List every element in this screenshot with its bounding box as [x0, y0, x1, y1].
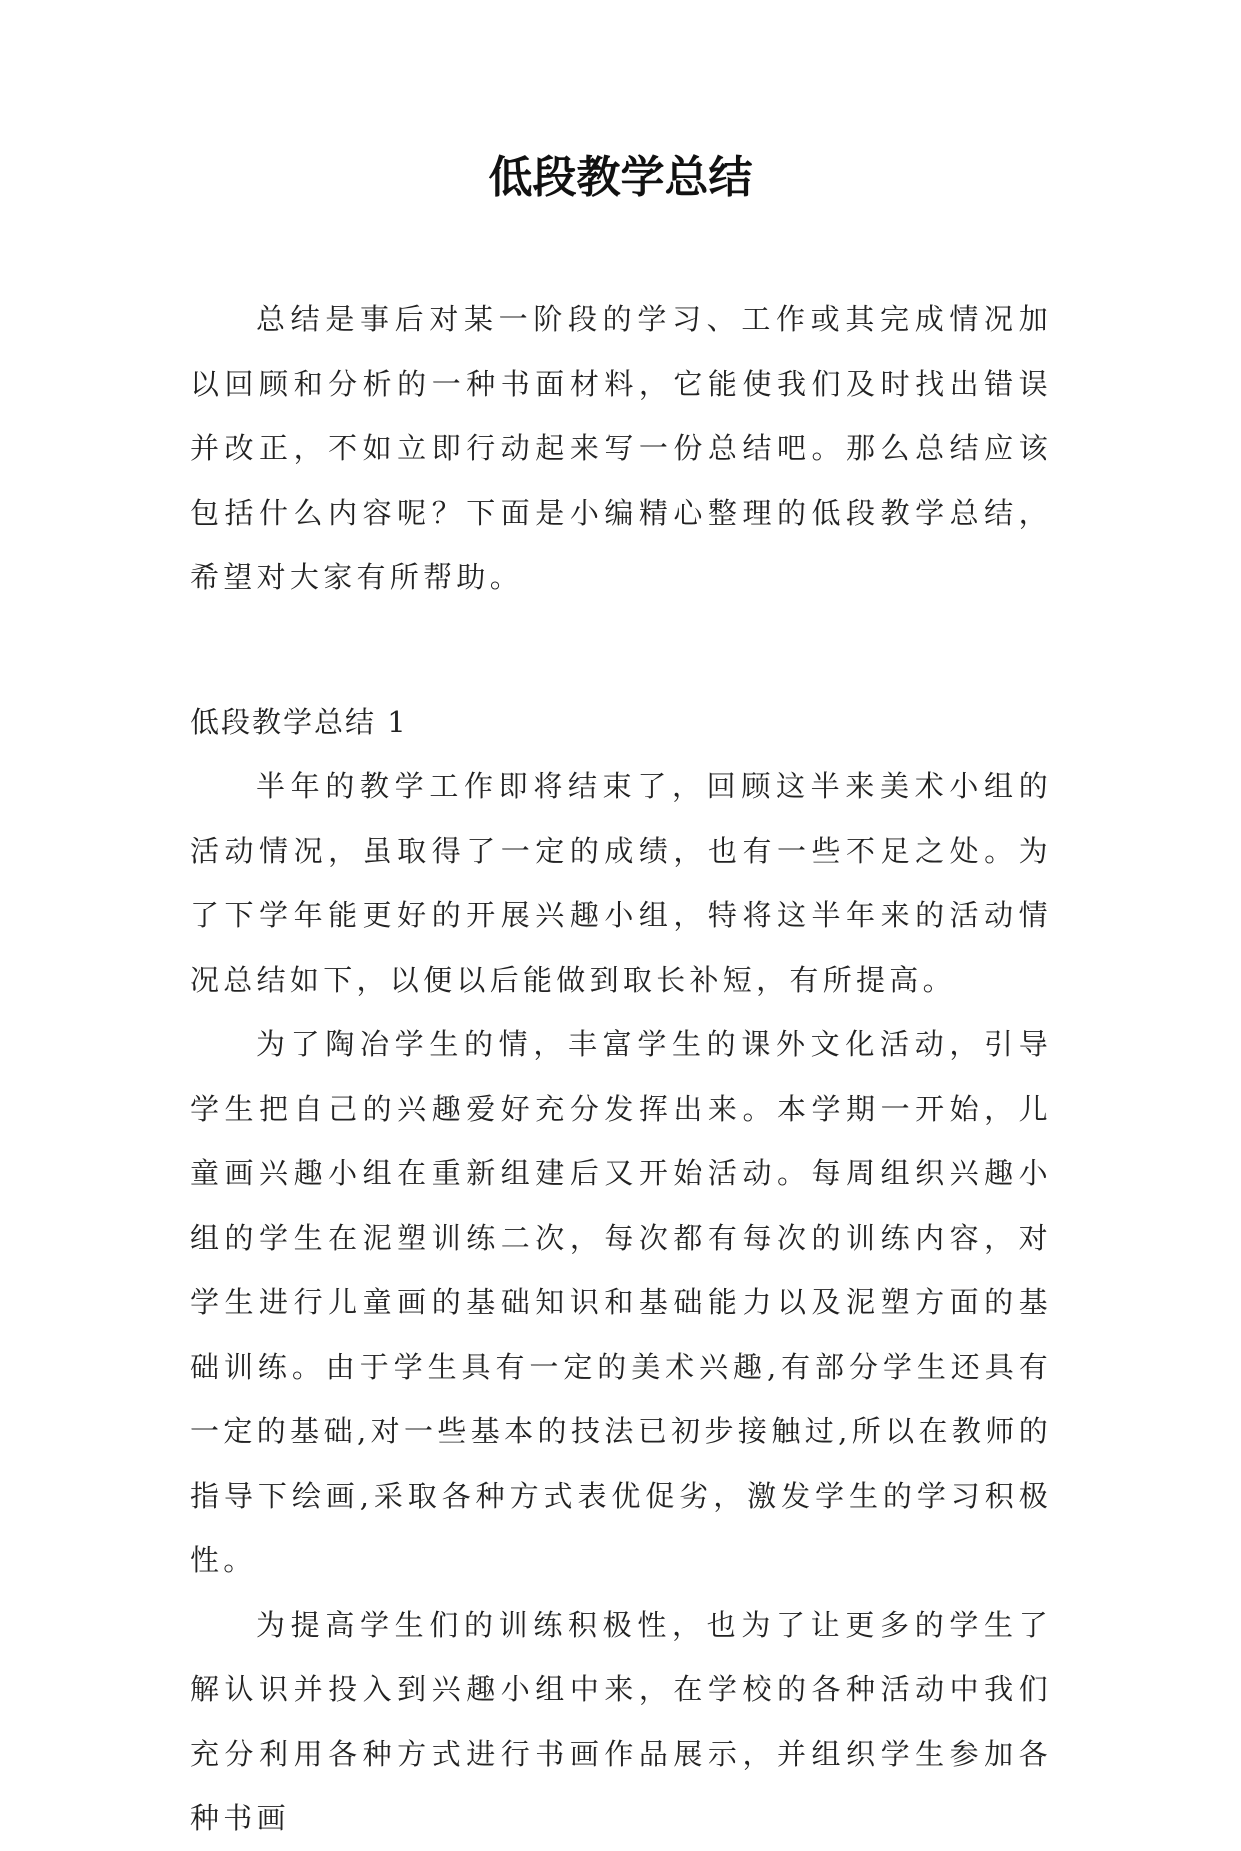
intro-paragraph: 总结是事后对某一阶段的学习、工作或其完成情况加以回顾和分析的一种书面材料，它能使我们及时找出错误并改正，不如立即行动起来写一份总结吧。那么总结应该包括什么内容呢？下面是小编精心整理的低段教学总结，希望对大家有所帮助。: [190, 302, 1052, 594]
document-title: 低段教学总结: [488, 152, 753, 203]
section-heading: 低段教学总结 1: [190, 704, 408, 739]
document-body: [190, 287, 1052, 1851]
body-paragraph: 为了陶冶学生的情，丰富学生的课外文化活动，引导学生把自己的兴趣爱好充分发挥出来。本学期一开始，儿童画兴趣小组在重新组建后又开始活动。每周组织兴趣小组的学生在泥塑训练二次，每次都有每次的训练内容，对学生进行儿童画的基础知识和基础能力以及泥塑方面的基础训练。由于学生具有一定的美术兴趣,有部分学生还具有一定的基础,对一些基本的技法已初步接触过,所以在教师的指导下绘画,采取各种方式表优促劣，激发学生的学习积极性。: [190, 1027, 1052, 1577]
section-spacer: [190, 610, 1052, 690]
body-paragraph: 为提高学生们的训练积极性，也为了让更多的学生了解认识并投入到兴趣小组中来，在学校的各种活动中我们充分利用各种方式进行书画作品展示，并组织学生参加各种书画: [190, 1607, 1052, 1835]
body-paragraph: 半年的教学工作即将结束了，回顾这半来美术小组的活动情况，虽取得了一定的成绩，也有一些不足之处。为了下学年能更好的开展兴趣小组，特将这半年来的活动情况总结如下，以便以后能做到取长补短，有所提高。: [190, 769, 1052, 997]
